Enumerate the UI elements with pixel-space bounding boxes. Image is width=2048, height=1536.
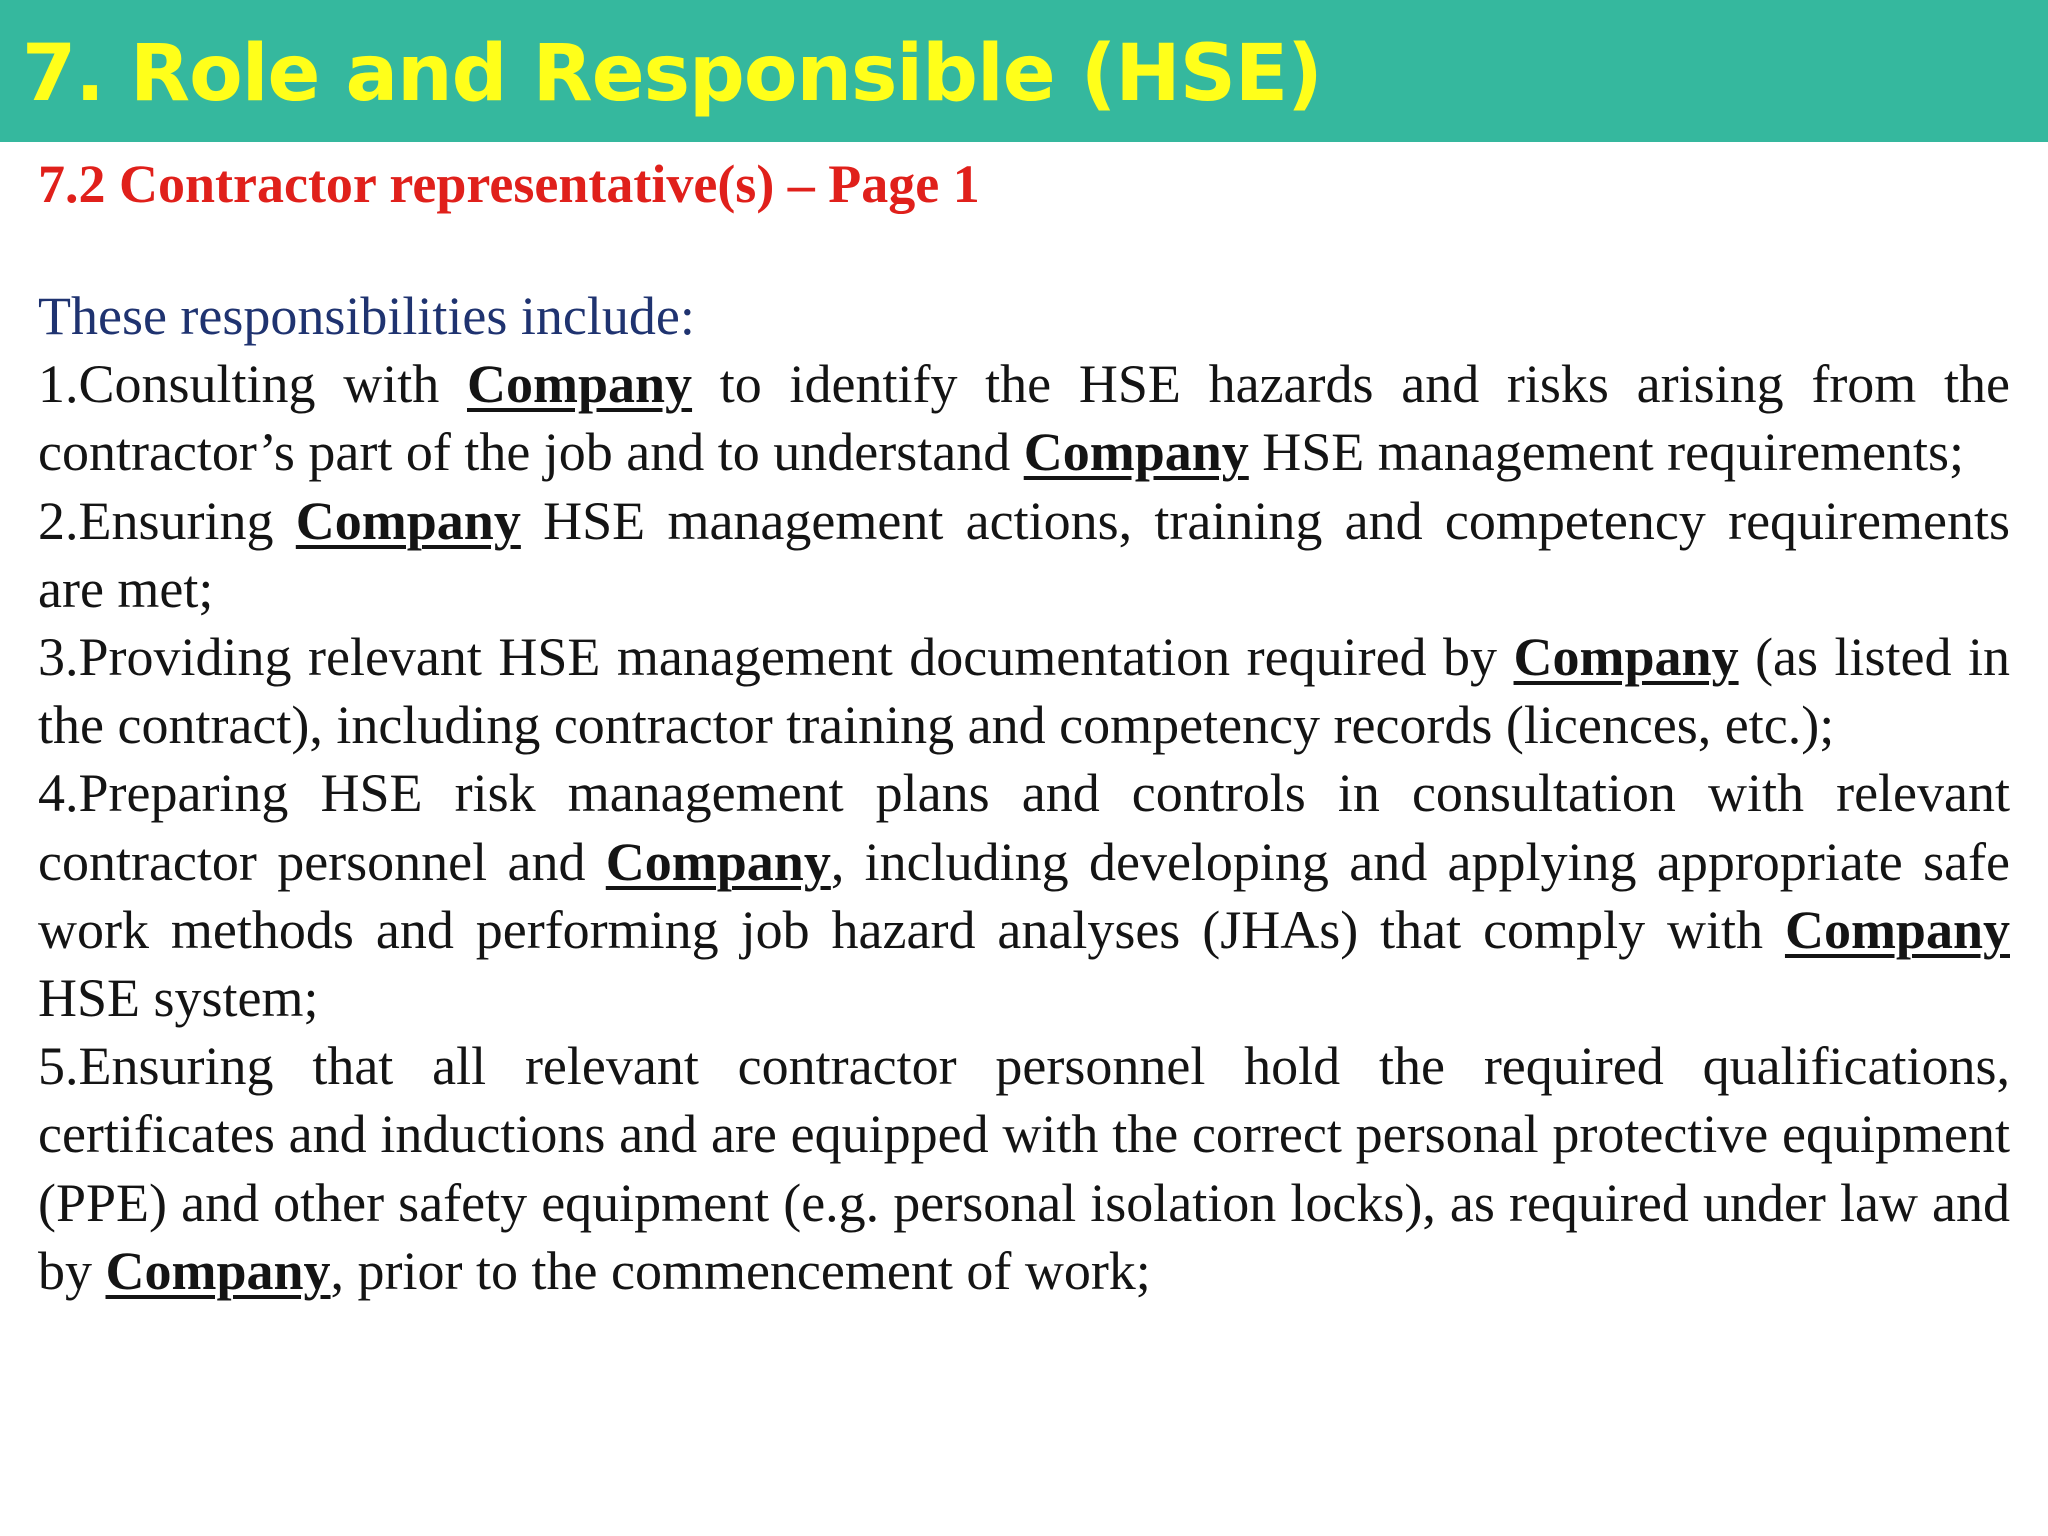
item-text: , including developing and applying appropriate safe work methods and performing job hazard analyses (JHAs) that comply with	[38, 831, 2010, 960]
item-text: 5.Ensuring that all relevant contractor personnel hold the required qualifications, certificates and inductions and are equipped with the correct personal protective equipment (PPE) and other safety equipment (e.g. personal isolation locks), as required under law and by	[38, 1036, 2010, 1301]
company-term: Company	[1513, 627, 1739, 688]
responsibility-item-4	[38, 759, 2010, 1032]
item-text: HSE management actions, training and competency requirements are met;	[38, 490, 2010, 619]
slide-content	[38, 148, 2010, 1305]
section-subtitle: 7.2 Contractor representative(s) – Page 1	[38, 154, 980, 214]
intro-text: These responsibilities include:	[38, 286, 695, 346]
company-term: Company	[105, 1240, 331, 1301]
spacer	[38, 220, 2010, 282]
item-text: 1.Consulting with	[38, 354, 467, 415]
item-text: 4.Preparing HSE risk management plans and controls in consultation with relevant contractor personnel and	[38, 763, 2010, 892]
item-text: HSE system;	[38, 968, 319, 1029]
responsibility-item-5	[38, 1032, 2010, 1305]
item-text: 2.Ensuring	[38, 490, 296, 551]
company-term: Company	[467, 354, 693, 415]
company-term: Company	[1784, 899, 2010, 960]
item-text: , prior to the commencement of work;	[330, 1240, 1151, 1301]
title-bar	[0, 0, 2048, 142]
company-term: Company	[295, 490, 521, 551]
item-text: HSE management requirements;	[1248, 422, 1965, 483]
item-text: to identify the HSE hazards and risks arising from the contractor’s part of the job and to understand	[38, 354, 2010, 483]
responsibility-item-2	[38, 487, 2010, 623]
responsibility-item-1	[38, 350, 2010, 486]
company-term: Company	[605, 831, 831, 892]
item-text: (as listed in the contract), including contractor training and competency records (licences, etc.);	[38, 627, 2010, 756]
responsibility-item-3	[38, 623, 2010, 759]
item-text: 3.Providing relevant HSE management documentation required by	[38, 627, 1514, 688]
company-term: Company	[1023, 422, 1249, 483]
slide-title: 7. Role and Responsible (HSE)	[22, 29, 1322, 119]
